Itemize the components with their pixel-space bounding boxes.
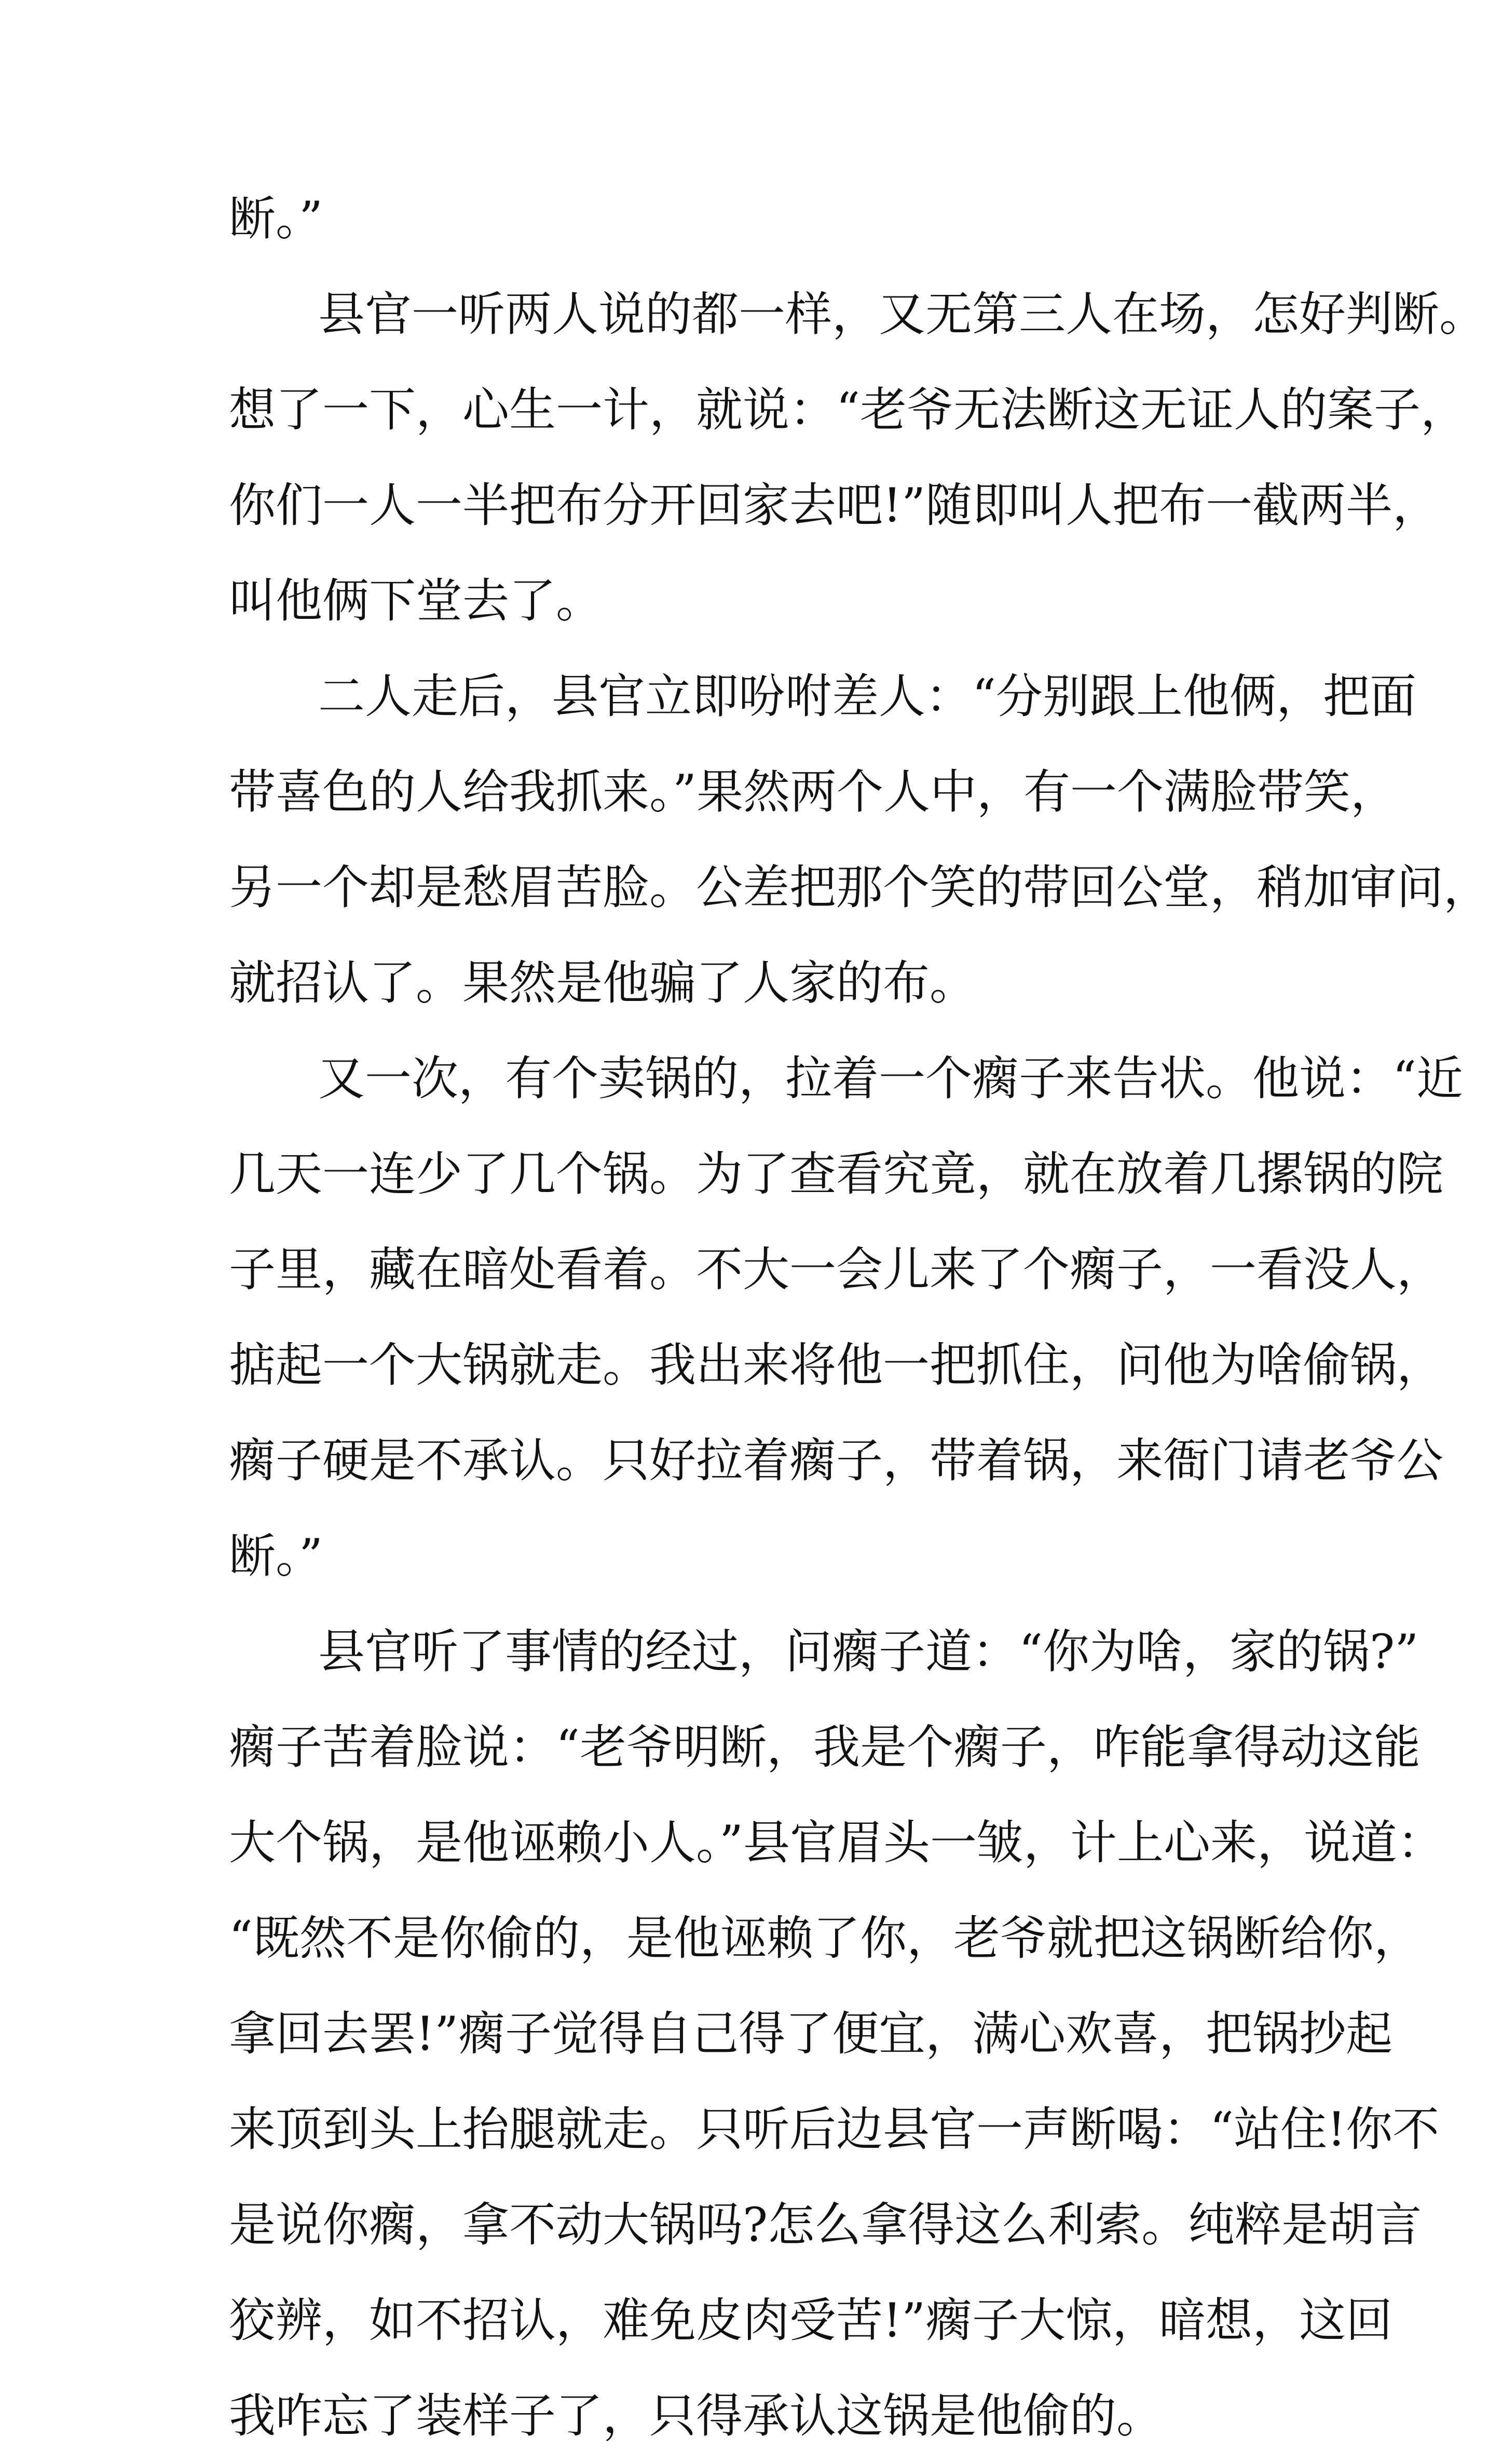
text-line: 县官听了事情的经过，问瘸子道：“你为啥，家的锅?” — [318, 1624, 1419, 1679]
document-text-body — [229, 171, 1490, 2464]
text-line: 我咋忘了装样子了，只得承认这锅是他偷的。 — [229, 2389, 1163, 2443]
text-line: 瘸子硬是不承认。只好拉着瘸子，带着锅，来衙门请老爷公 — [229, 1433, 1443, 1488]
text-line: 断。” — [229, 1529, 323, 1583]
text-line: 就招认了。果然是他骗了人家的布。 — [229, 956, 976, 1010]
text-line: 来顶到头上抬腿就走。只听后边县官一声断喝：“站住!你不 — [229, 2102, 1440, 2157]
text-line: 县官一听两人说的都一样，又无第三人在场，怎好判断。 — [318, 287, 1486, 342]
text-line: 掂起一个大锅就走。我出来将他一把抓住，问他为啥偷锅， — [229, 1338, 1443, 1392]
text-line: 二人走后，县官立即吩咐差人：“分别跟上他俩，把面 — [318, 669, 1417, 724]
text-line: 带喜色的人给我抓来。”果然两个人中，有一个满脸带笑， — [229, 765, 1398, 819]
text-line: 想了一下，心生一计，就说：“老爷无法断这无证人的案子， — [229, 383, 1468, 437]
text-line: 拿回去罢!”瘸子觉得自己得了便宜，满心欢喜，把锅抄起 — [229, 2007, 1393, 2061]
text-line: 你们一人一半把布分开回家去吧!”随即叫人把布一截两半， — [229, 478, 1440, 533]
text-line: 大个锅，是他诬赖小人。”县官眉头一皱，计上心来，说道： — [229, 1816, 1444, 1870]
text-line: “既然不是你偷的，是他诬赖了你，老爷就把这锅断给你， — [229, 1911, 1421, 1966]
text-line: 叫他俩下堂去了。 — [229, 574, 603, 628]
text-line: 几天一连少了几个锅。为了查看究竟，就在放着几摞锅的院 — [229, 1147, 1443, 1201]
text-line: 断。” — [229, 192, 323, 246]
text-line: 又一次，有个卖锅的，拉着一个瘸子来告状。他说：“近 — [318, 1051, 1464, 1106]
text-line: 瘸子苦着脸说：“老爷明断，我是个瘸子，咋能拿得动这能 — [229, 1720, 1421, 1775]
text-line: 另一个却是愁眉苦脸。公差把那个笑的带回公堂，稍加审问， — [229, 860, 1490, 915]
text-line: 是说你瘸，拿不动大锅吗?怎么拿得这么利索。纯粹是胡言 — [229, 2198, 1422, 2252]
text-line: 子里，藏在暗处看着。不大一会儿来了个瘸子，一看没人， — [229, 1242, 1443, 1297]
text-line: 狡辨，如不招认，难免皮肉受苦!”瘸子大惊，暗想，这回 — [229, 2293, 1393, 2348]
